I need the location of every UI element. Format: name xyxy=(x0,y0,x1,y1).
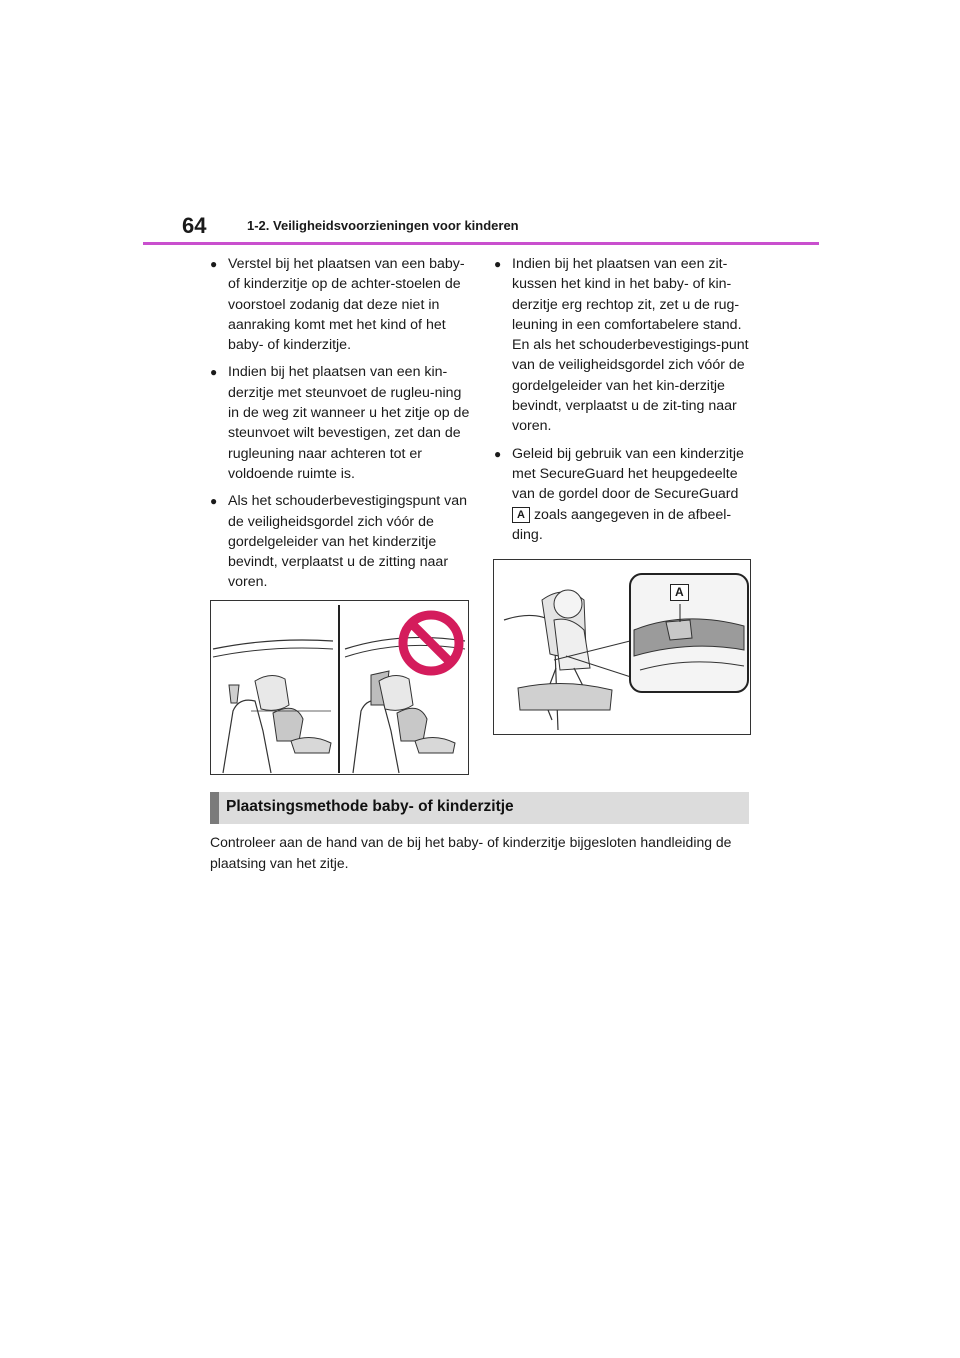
bullet-item xyxy=(210,362,470,484)
bullet-item xyxy=(494,254,756,437)
bullet-text: Indien bij het plaatsen van een zit-kussen het kind in het baby- of kin-derzitje erg rechtop zit, zet u de rug-leuning in een comfortabelere stand. En als het schouderbevestigings-punt van de veiligheidsgordel zich vóór de gordelgeleider van het kin-derzitje bevindt, verplaatst u de zit-ting naar voren. xyxy=(512,256,749,435)
page-number: 64 xyxy=(182,213,207,238)
bullet-item xyxy=(210,254,470,355)
subsection-header xyxy=(210,792,749,824)
secureguard-illustration xyxy=(493,559,751,735)
bullet-text: Als het schouderbevestigingspunt van de veiligheidsgordel zich vóór de gordelgeleider van het kinderzitje bevindt, verplaatst u de zitting naar voren. xyxy=(228,493,467,591)
subsection-bar xyxy=(210,792,219,824)
bullet-text: Geleid bij gebruik van een kinderzitje met SecureGuard het heupgedeelte van de gordel door de SecureGuard xyxy=(512,445,744,503)
bullet-dot-icon: ● xyxy=(210,365,218,380)
section-title: 1-2. Veiligheidsvoorzieningen voor kinderen xyxy=(247,218,519,233)
bullet-dot-icon: ● xyxy=(494,257,502,271)
bullet-item xyxy=(210,491,470,592)
callout-label-a: A xyxy=(670,584,689,601)
seat-adjustment-illustration xyxy=(210,600,469,775)
right-column xyxy=(494,254,756,552)
prohibition-icon xyxy=(403,615,459,671)
left-column xyxy=(210,254,470,600)
bullet-item xyxy=(494,444,756,545)
bullet-dot-icon: ● xyxy=(494,446,502,461)
seat-illustration-svg xyxy=(211,601,468,774)
bullet-text: Indien bij het plaatsen van een kin-derzitje met steunvoet de rugleu-ning in de weg zit wanneer u het zitje op de steunvoet wilt bevestigen, zet dan de rugleuning naar achteren tot er voldoende ruimte is. xyxy=(228,364,470,482)
header-rule xyxy=(143,242,819,245)
callout-label-a: A xyxy=(512,507,530,523)
body-paragraph: Controleer aan de hand van de bij het baby- of kinderzitje bijgesloten handleiding de plaatsing van het zitje. xyxy=(210,834,732,871)
bullet-text-tail: zoals aangegeven in de afbeel-ding. xyxy=(512,506,732,543)
bullet-dot-icon: ● xyxy=(210,257,218,271)
bullet-text: Verstel bij het plaatsen van een baby- of kinderzitje op de achter-stoelen de voorstoel zodanig dat deze niet in aanraking komt met het kind of het baby- of kinderzitje. xyxy=(228,256,465,354)
subsection-title: Plaatsingsmethode baby- of kinderzitje xyxy=(226,798,514,815)
secureguard-svg xyxy=(494,560,750,734)
bullet-dot-icon: ● xyxy=(210,494,218,509)
